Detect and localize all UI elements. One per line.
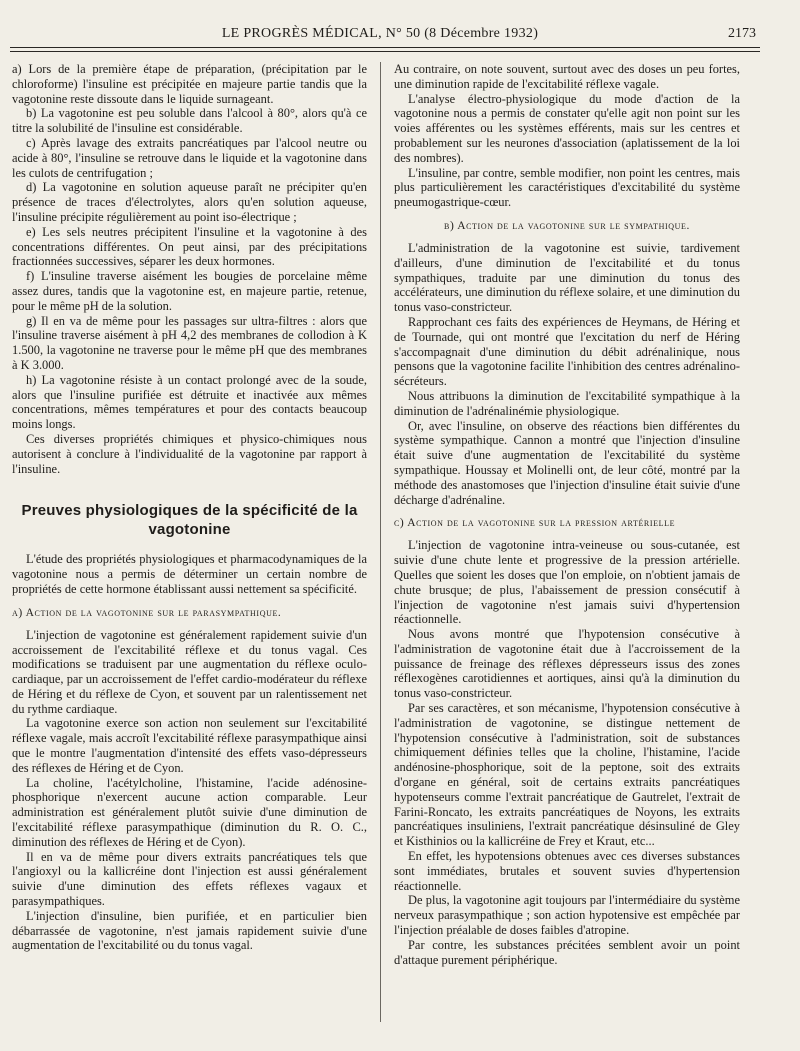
- paragraph: b) La vagotonine est peu soluble dans l'alcool à 80°, alors qu'à ce titre la solubilité de l'insuline est considérable.: [12, 106, 367, 136]
- paragraph: Au contraire, on note souvent, surtout avec des doses un peu fortes, une diminution rapide de l'excitabilité réflexe vagale.: [394, 62, 740, 91]
- paragraph: L'injection de vagotonine est généralement rapidement suivie d'un accroissement de l'excitabilité réflexe et du tonus vagal. Ces modifications se traduisent par une augmentation du réflexe oculo-cardiaque, par un accroissement de l'effet cardio-modérateur du réflexe de Héring et du réflexe de Cyon, et souvent par un ralentissement net du rythme cardiaque.: [12, 627, 367, 716]
- section-heading: Preuves physiologiques de la spécificité de la vagotonine: [21, 502, 358, 539]
- paragraph: Nous avons montré que l'hypotension consécutive à l'administration de vagotonine était due à l'accroissement de la puissance de freinage des réflexes dépresseurs issus des zones réflexogènes carotidiennes et aortiques, ainsi qu'à la diminution du tonus vaso-constricteur.: [394, 627, 740, 701]
- paragraph: L'injection d'insuline, bien purifiée, et en particulier bien débarrassée de vagotonine, n'est jamais rapidement suivie d'une augmentation de l'excitabilité ou du tonus vagal.: [12, 908, 367, 953]
- header-rule-thin: [10, 51, 760, 52]
- paragraph: En effet, les hypotensions obtenues avec ces diverses substances sont immédiates, brutales et souvent suvies d'hypertension réactionnelle.: [394, 849, 740, 893]
- paragraph: e) Les sels neutres précipitent l'insuline et la vagotonine à des concentrations différentes. On peut ainsi, par des précipitations fractionnées successives, séparer les deux hormones.: [12, 224, 367, 269]
- paragraph: La vagotonine exerce son action non seulement sur l'excitabilité réflexe vagale, mais accroît l'excitabilité réflexe parasympathique ainsi que le montre l'augmentation d'intensité des effets vaso-dépresseurs des réflexes de Héring et de Cyon.: [12, 716, 367, 775]
- paragraph: L'injection de vagotonine intra-veineuse ou sous-cutanée, est suivie d'une chute lente et progressive de la pression artérielle. Quelles que soient les doses que l'on emploie, on n'obtient jamais de chute brusque; de plus, l'abaissement de pression consécutif à l'injection de vagotonine n'est jamais suivi d'hypertension réactionnelle.: [394, 538, 740, 627]
- paragraph: La choline, l'acétylcholine, l'histamine, l'acide adénosine-phosphorique n'exercent aucune action comparable. Leur administration est généralement plutôt suivie d'une diminution de l'excitabilité réflexe parasympathique (diminution du R. O. C., diminution des réflexes de Héring et de Cyon).: [12, 775, 367, 849]
- subsection-heading-parasympathique: a) Action de la vagotonine sur le parasympathique.: [12, 606, 282, 619]
- header-rule-thick: [10, 47, 760, 48]
- paragraph: a) Lors de la première étape de préparation, (précipitation par le chloroforme) l'insuline est précipitée en majeure partie tandis que la vagotonine reste dissoute dans le liquide surnageant.: [12, 62, 367, 106]
- right-column: [394, 62, 740, 967]
- left-column: [12, 62, 367, 953]
- paragraph: d) La vagotonine en solution aqueuse paraît ne précipiter qu'en présence de traces d'électrolytes, alors qu'en solution aqueuse, l'insuline précipite régulièrement au point iso-électrique ;: [12, 180, 367, 224]
- paragraph: c) Après lavage des extraits pancréatiques par l'alcool neutre ou acide à 80°, l'insuline se retrouve dans le liquide et la vagotonine dans les culots de centrifugation ;: [12, 135, 367, 180]
- paragraph: L'étude des propriétés physiologiques et pharmacodynamiques de la vagotonine nous a permis de déterminer un certain nombre de propriétés de cette hormone établissant aussi nettement sa spécificité.: [12, 552, 367, 596]
- paragraph: h) La vagotonine résiste à un contact prolongé avec de la soude, alors que l'insuline purifiée est détruite et inactivée aux mêmes concentrations, mêmes températures et pour des contacts beaucoup moins longs.: [12, 372, 367, 432]
- paragraph: Rapprochant ces faits des expériences de Heymans, de Héring et de Tournade, qui ont montré que l'excitation du nerf de Héring s'accompagnait d'une diminution du débit adrénalinique, nous pensons que la vagotonine facilite l'inhibition des centres adrénalino-sécréteurs.: [394, 314, 740, 389]
- paragraph: f) L'insuline traverse aisément les bougies de porcelaine même assez dures, tandis que la vagotonine est, en majeure partie, retenue, pour le même pH de la solution.: [12, 269, 367, 313]
- paragraph: De plus, la vagotonine agit toujours par l'intermédiaire du système nerveux parasympathique ; son action hypotensive est empêchée par l'injection préalable de doses faibles d'atropine.: [394, 893, 740, 938]
- subsection-heading-pression: c) Action de la vagotonine sur la pression artérielle: [394, 517, 676, 530]
- paragraph: Or, avec l'insuline, on observe des réactions bien différentes du système sympathique. Cannon a montré que l'injection d'insuline était suive d'une augmentation de l'excitabilité du système sympathique. Houssay et Molinelli ont, de leur côté, montré par la méthode des anastomoses que l'injection d'insuline était suivie d'une décharge d'adrénaline.: [394, 418, 740, 507]
- column-divider: [380, 62, 381, 1022]
- paragraph: g) Il en va de même pour les passages sur ultra-filtres : alors que l'insuline traverse aisément à pH 4,2 des membranes de collodion à K 1.500, la vagotonine ne traverse pour le même pH que des membranes à K 3.000.: [12, 313, 367, 372]
- paragraph: L'analyse électro-physiologique du mode d'action de la vagotonine nous a permis de constater qu'elle agit non point sur les voies afférentes ou les systèmes efférents, mais sur les centres et probablement sur les neurones d'association (aplatissement de la loi des nombres).: [394, 91, 740, 165]
- paragraph: Par contre, les substances précitées semblent avoir un point d'attaque purement périphérique.: [394, 937, 740, 967]
- paragraph: Par ses caractères, et son mécanisme, l'hypotension consécutive à l'administration de vagotonine, se distingue nettement de l'hypotension consécutive à l'administration, soit de substances chimiquement définies telles que la choline, l'histamine, l'acide andénosine-phosphorique, soit de la peptone, soit des extraits d'organe en général, soit de certains extraits pancréatiques hypotenseurs comme l'extrait pancréatique de Gautrelet, l'extrait de Farini-Roncato, les extraits pancréatiques de Noyons, les extraits pancréatiques insuliniens, l'extrait pancréatique désinsuliné de Gley et Kisthinios ou la kallicréine de Frey et Kraut, etc...: [394, 701, 740, 849]
- subsection-heading-sympathique: b) Action de la vagotonine sur le sympathique.: [444, 219, 690, 232]
- paragraph: Il en va de même pour divers extraits pancréatiques tels que l'angioxyl ou la kallicréine dont l'injection est aussi généralement suivie d'une diminution des effets réflexes vagaux et parasympathiques.: [12, 849, 367, 909]
- paragraph: L'administration de la vagotonine est suivie, tardivement d'ailleurs, d'une diminution de l'excitabilité et du tonus sympathiques, traduite par une diminution du tonus des accélérateurs, une diminution du réflexe solaire, et une diminution du tonus vaso-constricteur.: [394, 240, 740, 315]
- running-header: [10, 26, 756, 46]
- paragraph: Nous attribuons la diminution de l'excitabilité sympathique à la diminution de l'adrénalinémie physiologique.: [394, 388, 740, 418]
- page-number: 2173: [728, 26, 756, 41]
- paragraph: Ces diverses propriétés chimiques et physico-chimiques nous autorisent à conclure à l'individualité de la vagotonine par rapport à l'insuline.: [12, 431, 367, 476]
- paragraph: L'insuline, par contre, semble modifier, non point les centres, mais plus particulièrement les caractéristiques d'excitabilité du système pneumogastrique-cœur.: [394, 165, 740, 210]
- journal-title: LE PROGRÈS MÉDICAL, N° 50 (8 Décembre 1932): [221, 26, 539, 41]
